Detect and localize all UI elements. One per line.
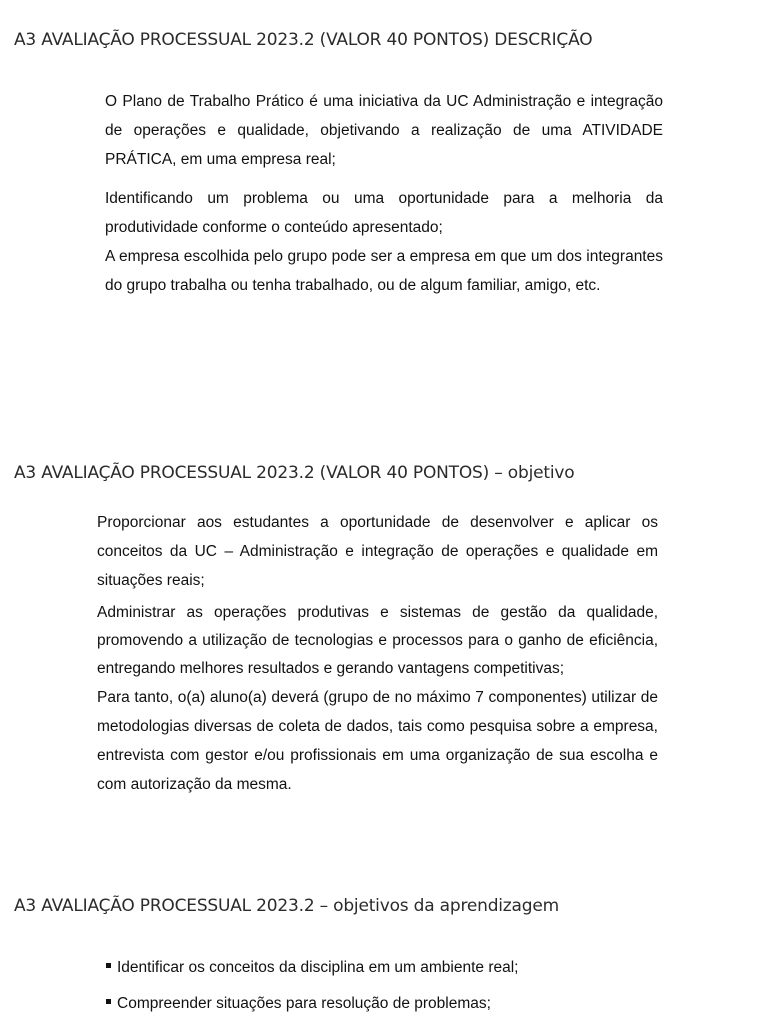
paragraph: Identificando um problema ou uma oportunidade para a melhoria da produtividade conforme o conteúdo apresentado;	[105, 190, 663, 236]
paragraph: Para tanto, o(a) aluno(a) deverá (grupo de no máximo 7 componentes) utilizar de metodologias diversas de coleta de dados, tais como pesquisa sobre a empresa, entrevista com gestor e/ou profissionais em uma organização de sua escolha e com autorização da mesma.	[97, 689, 658, 793]
list-item-text: Identificar os conceitos da disciplina em um ambiente real;	[117, 959, 519, 976]
section-heading-objetivo: A3 AVALIAÇÃO PROCESSUAL 2023.2 (VALOR 40 PONTOS) – objetivo	[14, 463, 575, 483]
section-body-descricao	[105, 87, 663, 300]
paragraph: Proporcionar aos estudantes a oportunidade de desenvolver e aplicar os conceitos da UC – Administração e integração de operações e qualidade em situações reais;	[97, 514, 658, 589]
paragraph: A empresa escolhida pelo grupo pode ser a empresa em que um dos integrantes do grupo trabalha ou tenha trabalhado, ou de algum familiar, amigo, etc.	[105, 248, 663, 294]
square-bullet-icon	[106, 963, 111, 968]
section-heading-objetivos-aprendizagem: A3 AVALIAÇÃO PROCESSUAL 2023.2 – objetivos da aprendizagem	[14, 896, 559, 916]
list-item	[106, 991, 518, 1017]
section-heading-descricao: A3 AVALIAÇÃO PROCESSUAL 2023.2 (VALOR 40 PONTOS) DESCRIÇÃO	[14, 30, 593, 50]
section-body-objetivo	[97, 508, 658, 799]
list-item-text: Compreender situações para resolução de problemas;	[117, 995, 491, 1012]
paragraph: Administrar as operações produtivas e sistemas de gestão da qualidade, promovendo a utilização de tecnologias e processos para o ganho de eficiência, entregando melhores resultados e gerando vantagens competitivas;	[97, 604, 658, 677]
learning-objectives-list	[106, 955, 518, 1027]
list-item	[106, 955, 518, 981]
square-bullet-icon	[106, 999, 111, 1004]
paragraph: O Plano de Trabalho Prático é uma iniciativa da UC Administração e integração de operações e qualidade, objetivando a realização de uma ATIVIDADE PRÁTICA, em uma empresa real;	[105, 93, 663, 168]
